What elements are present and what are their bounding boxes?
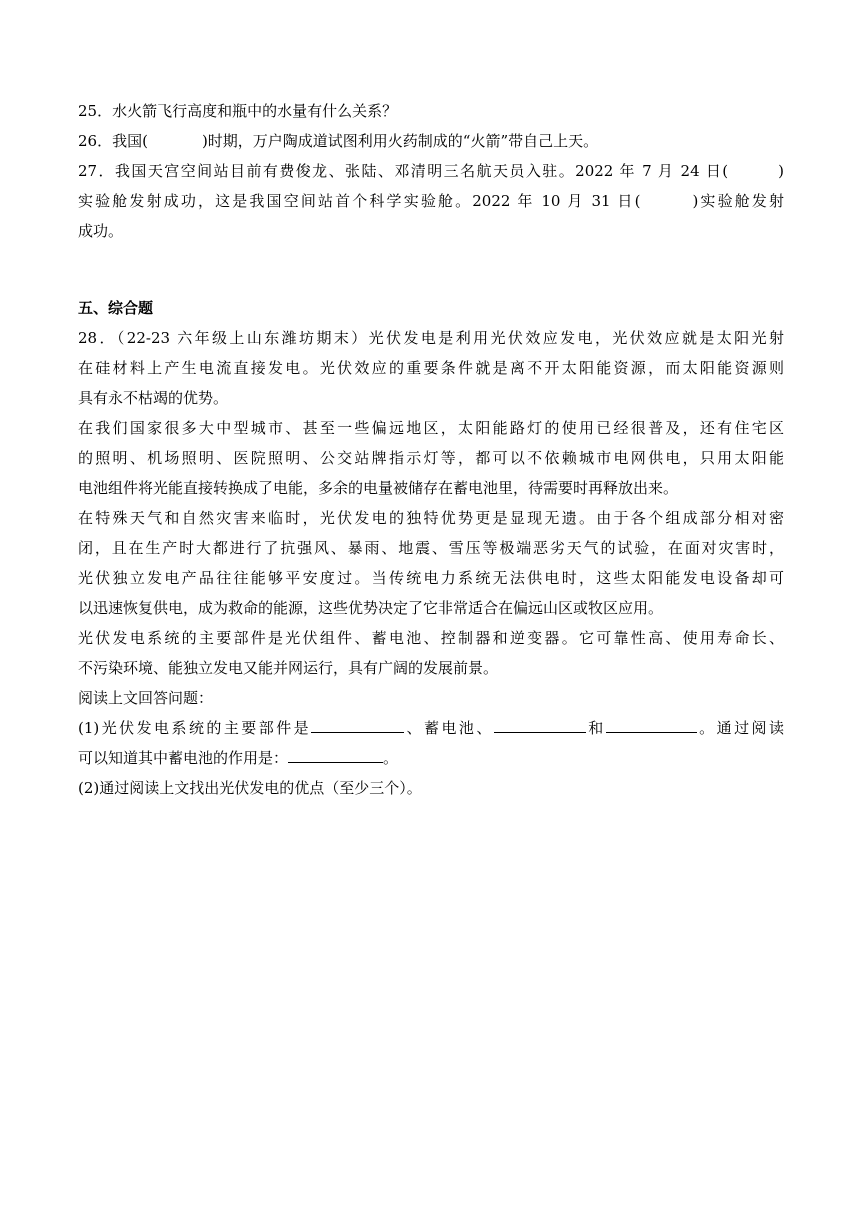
q28-sub-question-1-line-1	[78, 713, 784, 743]
question-27-line-3: 成功。	[78, 222, 124, 240]
answer-blank-component-1[interactable]	[311, 714, 404, 733]
sub1-text-f: 。	[383, 749, 399, 767]
q28-paragraph-1-line-3: 具有永不枯竭的优势。	[78, 389, 229, 407]
section-gap	[78, 246, 784, 293]
q28-paragraph-2-line-1: 在我们国家很多大中型城市、甚至一些偏远地区，太阳能路灯的使用已经很普及，还有住宅区	[78, 419, 784, 437]
answer-blank-component-3[interactable]	[606, 714, 697, 733]
sub1-text-d: 。通过阅读	[696, 719, 784, 737]
answer-blank-component-2[interactable]	[494, 714, 586, 733]
question-25: 25．水火箭飞行高度和瓶中的水量有什么关系？	[78, 102, 398, 120]
q28-paragraph-3-line-4: 以迅速恢复供电，成为救命的能源，这些优势决定了它非常适合在偏远山区或牧区应用。	[78, 599, 664, 617]
sub1-text-e: 可以知道其中蓄电池的作用是：	[78, 749, 289, 767]
question-27-line-1-text: 27．我国天宫空间站目前有费俊龙、张陆、邓清明三名航天员入驻。2022 年 7 月 24 日(	[78, 162, 729, 180]
question-27-line-2-text: 实验舱发射成功，这是我国空间站首个科学实验舱。2022 年 10 月 31 日(	[78, 192, 641, 210]
question-26-part1: 26．我国(	[78, 132, 148, 150]
question-26	[78, 126, 784, 156]
sub1-text-b: 、蓄电池、	[404, 719, 494, 737]
q28-paragraph-2-line-2: 的照明、机场照明、医院照明、公交站牌指示灯等，都可以不依赖城市电网供电，只用太阳能	[78, 449, 784, 467]
q28-paragraph-4-line-1: 光伏发电系统的主要部件是光伏组件、蓄电池、控制器和逆变器。它可靠性高、使用寿命长、	[78, 629, 784, 647]
q28-paragraph-3-line-3: 光伏独立发电产品往往能够平安度过。当传统电力系统无法供电时，这些太阳能发电设备却可	[78, 569, 784, 587]
q28-prompt: 阅读上文回答问题：	[78, 689, 214, 707]
sub1-text-c: 和	[585, 719, 606, 737]
q28-sub-question-1-line-2	[78, 743, 784, 773]
q28-paragraph-3-line-2: 闭，且在生产时大都进行了抗强风、暴雨、地震、雪压等极端恶劣天气的试验，在面对灾害时，	[78, 539, 784, 557]
q28-sub-question-2: (2)通过阅读上文找出光伏发电的优点（至少三个）。	[78, 779, 422, 797]
question-27-line-1	[78, 156, 784, 186]
question-27-line-2	[78, 186, 784, 216]
q28-paragraph-2-line-3: 电池组件将光能直接转换成了电能，多余的电量被储存在蓄电池里，待需要时再释放出来。	[78, 479, 679, 497]
answer-blank-battery-role[interactable]	[288, 744, 383, 763]
q28-paragraph-1-line-2: 在硅材料上产生电流直接发电。光伏效应的重要条件就是离不开太阳能资源，而太阳能资源则	[78, 359, 784, 377]
sub1-text-a: (1)光伏发电系统的主要部件是	[78, 719, 312, 737]
q28-paragraph-1-line-1: 28．（22-23 六年级上山东潍坊期末）光伏发电是利用光伏效应发电，光伏效应就是太阳光射	[78, 329, 784, 347]
section-heading: 五、综合题	[78, 299, 154, 317]
q28-paragraph-3-line-1: 在特殊天气和自然灾害来临时，光伏发电的独特优势更是显现无遗。由于各个组成部分相对密	[78, 509, 784, 527]
worksheet-page	[78, 96, 784, 803]
question-27-line-2-end: )实验舱发射	[692, 192, 784, 210]
question-26-part2: )时期，万户陶成道试图利用火药制成的“火箭”带自己上天。	[201, 132, 599, 150]
q28-paragraph-4-line-2: 不污染环境、能独立发电又能并网运行，具有广阔的发展前景。	[78, 659, 499, 677]
question-27-line-1-close: )	[778, 162, 784, 180]
